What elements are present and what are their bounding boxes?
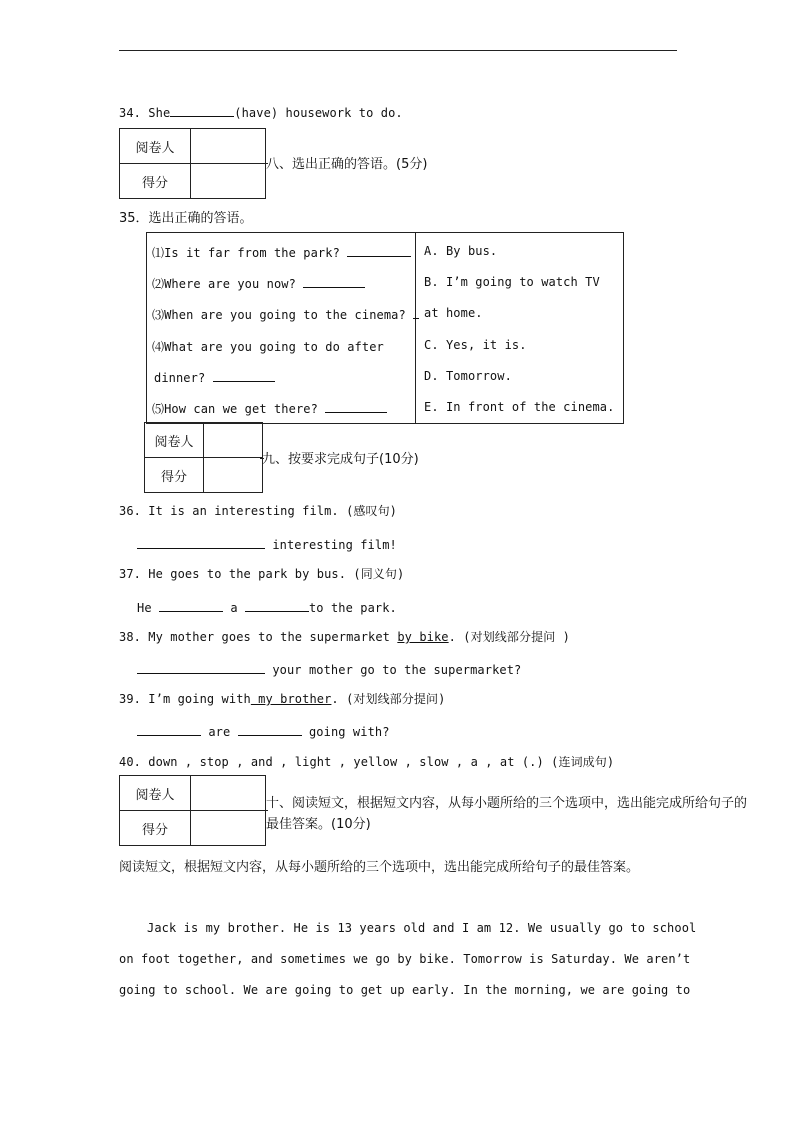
question-37: 37. He goes to the park by bus. (同义句) [119, 567, 405, 581]
q35-left-5: ⑸How can we get there? [152, 400, 387, 417]
q39-underlined: my brother [250, 692, 332, 706]
option-b-cont: at home. [424, 306, 483, 320]
q36-blank[interactable] [137, 536, 265, 549]
score-box-9 [144, 422, 263, 493]
section-10-title-line2: 最佳答案。(10分) [266, 817, 371, 832]
section-9-title: 九、按要求完成句子(10分) [262, 452, 419, 467]
q35-left-3: ⑶When are you going to the cinema? [152, 306, 419, 323]
reviewer-cell[interactable] [204, 423, 263, 458]
matching-table-divider [415, 233, 416, 423]
q36-answer-line: interesting film! [137, 536, 397, 552]
reviewer-label: 阅卷人 [120, 776, 191, 811]
option-c: C. Yes, it is. [424, 338, 527, 352]
score-box-10 [119, 775, 266, 846]
q38-underlined: by bike [397, 630, 449, 644]
reviewer-cell[interactable] [191, 129, 266, 164]
question-40: 40. down , stop , and , light , yellow , slow , a , at (.) (连词成句) [119, 755, 615, 769]
q39-blank-1[interactable] [137, 723, 201, 736]
q35-blank-3[interactable] [413, 306, 419, 319]
section-8-title: 八、选出正确的答语。(5分) [266, 157, 428, 172]
option-d: D. Tomorrow. [424, 369, 512, 383]
score-label: 得分 [120, 164, 191, 199]
question-38: 38. My mother goes to the supermarket by bike. (对划线部分提问 ) [119, 630, 570, 644]
q37-answer-line: He a to the park. [137, 601, 397, 615]
reading-instruction: 阅读短文，根据短文内容，从每小题所给的三个选项中，选出能完成所给句子的最佳答案。 [119, 860, 640, 875]
passage-line-3: going to school. We are going to get up early. In the morning, we are going to [119, 983, 691, 997]
score-cell[interactable] [204, 458, 263, 493]
header-rule [119, 50, 677, 51]
q39-blank-2[interactable] [238, 723, 302, 736]
q34-blank[interactable] [170, 104, 234, 117]
q37-blank-2[interactable] [245, 599, 309, 612]
section-10-title-line1: 十、阅读短文，根据短文内容，从每小题所给的三个选项中，选出能完成所给句子的 [266, 796, 748, 811]
question-36: 36. It is an interesting film. (感叹句) [119, 504, 398, 518]
q35-left-4b: dinner? [154, 369, 275, 385]
q35-left-4: ⑷What are you going to do after [152, 340, 384, 354]
score-label: 得分 [145, 458, 204, 493]
question-35-title: 35．选出正确的答语。 [119, 211, 253, 226]
q38-blank[interactable] [137, 661, 265, 674]
option-e: E. In front of the cinema. [424, 400, 615, 414]
score-label: 得分 [120, 811, 191, 846]
reviewer-cell[interactable] [191, 776, 266, 811]
reviewer-label: 阅卷人 [120, 129, 191, 164]
q34-suffix: (have) housework to do. [234, 106, 403, 120]
q35-blank-1[interactable] [347, 244, 411, 257]
passage-line-1: Jack is my brother. He is 13 years old and I am 12. We usually go to school [147, 921, 697, 935]
q35-blank-5[interactable] [325, 400, 387, 413]
q35-blank-4[interactable] [213, 369, 275, 382]
q39-answer-line: are going with? [137, 723, 390, 739]
q34-prefix: 34. She [119, 106, 171, 120]
score-box-8 [119, 128, 266, 199]
score-cell[interactable] [191, 164, 266, 199]
score-cell[interactable] [191, 811, 266, 846]
q35-blank-2[interactable] [303, 275, 365, 288]
q38-answer-line: your mother go to the supermarket? [137, 661, 521, 677]
q37-blank-1[interactable] [159, 599, 223, 612]
passage-line-2: on foot together, and sometimes we go by bike. Tomorrow is Saturday. We aren’t [119, 952, 691, 966]
reviewer-label: 阅卷人 [145, 423, 204, 458]
question-34 [119, 104, 403, 120]
option-a: A. By bus. [424, 244, 498, 258]
option-b: B. I’m going to watch TV [424, 275, 600, 289]
q35-left-2: ⑵Where are you now? [152, 275, 365, 292]
question-39: 39. I’m going with my brother. (对划线部分提问) [119, 692, 446, 706]
q35-left-1: ⑴Is it far from the park? [152, 244, 411, 261]
